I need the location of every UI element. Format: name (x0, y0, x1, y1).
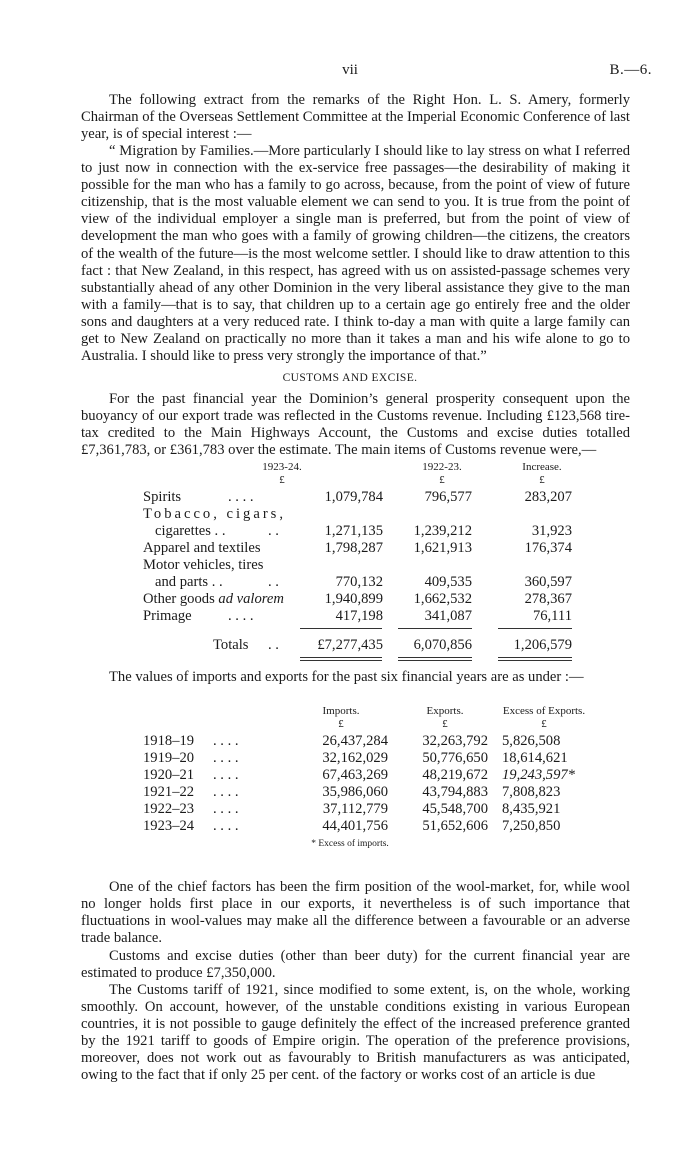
leader-dots: . . (268, 574, 279, 590)
total-increase: 1,206,579 (513, 637, 572, 653)
col-header-excess: Excess of Exports. (502, 705, 586, 717)
unit-label: £ (338, 718, 344, 730)
document-reference: B.—6. (609, 62, 652, 78)
unit-label: £ (442, 718, 448, 730)
col-header-1922-23: 1922-23. (422, 461, 462, 473)
year-label: 1920–21 (143, 767, 195, 783)
total-double-rule (398, 660, 472, 661)
excess-value: 5,826,508 (502, 733, 561, 749)
page-number: vii (342, 62, 358, 78)
col-header-imports: Imports. (322, 705, 360, 717)
totals-label: Totals (213, 637, 249, 653)
tariff-paragraph: The Customs tariff of 1921, since modified to some extent, is, on the whole, working smoothly. On account, however, of the unstable conditions existing in various European countries, it is not possible to gauge definitely the effect of the increased preference granted by the 1921 tariff to goods of Empire origin. The operation of the preference provisions, moreover, does not work out as favourably to British manufacturers as was anticipated, owing to the fact that if only 25 per cent. of the factory or works cost of an article is due (81, 982, 630, 1084)
value-1922-23: 796,577 (424, 489, 472, 505)
excess-value: 8,435,921 (502, 801, 561, 817)
excess-value: 7,808,823 (502, 784, 561, 800)
quote-paragraph: “ Migration by Families.—More particularly I should like to lay stress on what I referred to just now in connection with the ex-service free passages—the desirability of making it possible for the man who has a family to go across, because, from the point of view of future citizenship, that is the most valuable element we can send to you. It is true from the point of view of the individual employer a single man is preferred, but from the point of view of development the man who goes with a family of growing children—the citizens, the creators of the wealth of the future—is the most welcome settler. I should like to draw attention to this fact : that New Zealand, in this respect, has agreed with us on assisted-passage schemes very substantially ahead of any other Dominion in the very liberal assistance they give to the man with a family—that is to say, that children up to a certain age go entirely free and the older sons and daughters at a very reduced rate. I think to-day a man with quite a large family can get to New Zealand on practically no more than it takes a man and his wife alone to go to Australia. I should like to press very strongly the importance of that.” (81, 143, 630, 365)
leader-dots: . . . . (213, 784, 239, 800)
value-1922-23: 409,535 (424, 574, 472, 590)
total-double-rule (300, 660, 382, 661)
imports-value: 44,401,756 (322, 818, 388, 834)
value-increase: 360,597 (524, 574, 572, 590)
imports-value: 35,986,060 (322, 784, 388, 800)
leader-dots: . . . . (228, 489, 254, 505)
leader-dots: . . . . (213, 750, 239, 766)
excess-value: 7,250,850 (502, 818, 561, 834)
value-1923-24: 1,798,287 (324, 540, 383, 556)
year-label: 1919–20 (143, 750, 195, 766)
exports-value: 32,263,792 (422, 733, 488, 749)
total-double-rule (300, 657, 382, 658)
year-label: 1921–22 (143, 784, 195, 800)
wool-paragraph: One of the chief factors has been the firm position of the wool-market, for, while wool no longer holds first place in our exports, it nevertheless is of such importance that fluctuations in wool-values may make all the difference between a favourable or an adverse trade balance. (81, 879, 630, 947)
row-label: Primage (143, 608, 192, 624)
total-double-rule (398, 657, 472, 658)
value-1923-24: 770,132 (335, 574, 383, 590)
leader-dots: . . . . (213, 733, 239, 749)
exports-value: 45,548,700 (422, 801, 488, 817)
row-label: Spirits (143, 489, 182, 505)
total-1923-24: £7,277,435 (317, 637, 383, 653)
year-label: 1918–19 (143, 733, 195, 749)
customs-paragraph: For the past financial year the Dominion’s general prosperity consequent upon the buoyancy of our export trade was reflected in the Customs revenue. Including £123,568 tire-tax credited to the Main Highways Account, the Customs and excise duties totalled £7,361,783, or £361,783 over the estimate. The main items of Customs revenue were,— (81, 391, 630, 459)
year-label: 1923–24 (143, 818, 195, 834)
trade-intro-paragraph: The values of imports and exports for the past six financial years are as under :— (109, 669, 584, 685)
excess-value: 19,243,597* (502, 767, 575, 783)
row-label-cont: cigarettes . . (155, 523, 226, 539)
value-1923-24: 1,079,784 (324, 489, 383, 505)
unit-label: £ (539, 474, 545, 486)
value-increase: 283,207 (524, 489, 572, 505)
value-increase: 176,374 (524, 540, 572, 556)
unit-label: £ (541, 718, 547, 730)
value-1923-24: 417,198 (335, 608, 383, 624)
value-increase: 31,923 (531, 523, 572, 539)
row-label-italic: ad valorem (218, 591, 284, 607)
leader-dots: . . (268, 637, 279, 653)
leader-dots: . . . . (213, 801, 239, 817)
total-double-rule (498, 657, 572, 658)
value-1922-23: 1,239,212 (413, 523, 472, 539)
total-1922-23: 6,070,856 (413, 637, 472, 653)
exports-value: 48,219,672 (422, 767, 488, 783)
sum-rule (398, 628, 472, 629)
row-label: Tobacco, cigars, (143, 506, 287, 522)
row-label (143, 591, 284, 608)
value-1922-23: 341,087 (424, 608, 472, 624)
leader-dots: . . . . (228, 608, 254, 624)
duties-paragraph: Customs and excise duties (other than beer duty) for the current financial year are estimated to produce £7,350,000. (81, 948, 630, 982)
sum-rule (300, 628, 382, 629)
sum-rule (498, 628, 572, 629)
imports-value: 67,463,269 (322, 767, 388, 783)
value-1922-23: 1,662,532 (413, 591, 472, 607)
total-double-rule (498, 660, 572, 661)
imports-value: 37,112,779 (322, 801, 388, 817)
year-label: 1922–23 (143, 801, 195, 817)
intro-paragraph: The following extract from the remarks of the Right Hon. L. S. Amery, formerly Chairman of the Overseas Settlement Committee at the Imperial Economic Conference of last year, is of special interest :— (81, 92, 630, 143)
col-header-exports: Exports. (426, 705, 464, 717)
imports-value: 32,162,029 (322, 750, 388, 766)
unit-label: £ (279, 474, 285, 486)
exports-value: 51,652,606 (422, 818, 488, 834)
value-increase: 76,111 (532, 608, 572, 624)
value-1922-23: 1,621,913 (413, 540, 472, 556)
section-heading: CUSTOMS AND EXCISE. (282, 372, 418, 384)
value-increase: 278,367 (524, 591, 572, 607)
row-label: Apparel and textiles (143, 540, 261, 556)
leader-dots: . . (268, 523, 279, 539)
row-label: Motor vehicles, tires (143, 557, 264, 573)
table-footnote: * Excess of imports. (311, 839, 389, 849)
value-1923-24: 1,271,135 (324, 523, 383, 539)
leader-dots: . . . . (213, 818, 239, 834)
col-header-1923-24: 1923-24. (262, 461, 302, 473)
unit-label: £ (439, 474, 445, 486)
exports-value: 43,794,883 (422, 784, 488, 800)
exports-value: 50,776,650 (422, 750, 488, 766)
value-1923-24: 1,940,899 (324, 591, 383, 607)
col-header-increase: Increase. (522, 461, 562, 473)
imports-value: 26,437,284 (322, 733, 388, 749)
leader-dots: . . . . (213, 767, 239, 783)
excess-value: 18,614,621 (502, 750, 568, 766)
row-label-text: Other goods (143, 591, 215, 607)
row-label-cont: and parts . . (155, 574, 223, 590)
